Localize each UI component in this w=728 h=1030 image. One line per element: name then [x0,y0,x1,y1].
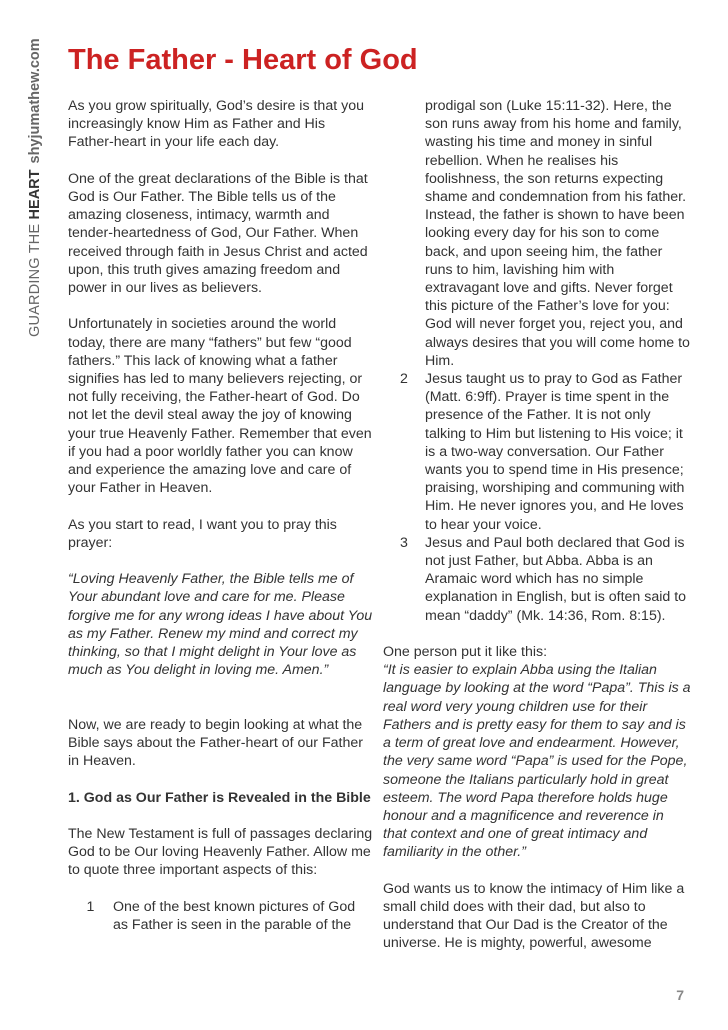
list-text: Jesus taught us to pray to God as Father (Matt. 6:9ff). Prayer is time spent in the presence of the Father. It is not only talking to Him but listening to His voice; it is a two-way conversation. Our Father wants you to spend time in His presence; praising, worshiping and communing with Him. He never ignores you, and He loves to hear your voice. [425,371,685,533]
sidebar-thin-text: GUARDING THE [27,219,43,337]
abba-quote: “It is easier to explain Abba using the Italian language by looking at the word “Papa”. This is a real word very young children use for their Fathers and is pretty easy for them to say and is a term of great love and endearment. However, the very same word “Papa” is used for the Pope, someone the Italians particularly hold in great esteem. The word Papa therefore holds huge honour and a magnificence and reverence in that context and one of great intimacy and familiarity in the other.” [383,662,691,861]
sidebar-bold-text: HEART [27,169,43,220]
sidebar-website: shyjumathew.com [27,38,43,164]
list-item [383,370,691,534]
section-heading: 1. God as Our Father is Revealed in the Bible [68,789,371,806]
page-number: 7 [676,987,684,1003]
prayer-quote: “Loving Heavenly Father, the Bible tells me of Your abundant love and care for me. Please forgive me for any wrong ideas I have about You as my Father. Renew my mind and correct my thinking, so that I might delight in Your love as much as You delight in loving me. Amen.” [68,571,373,679]
list-item [68,898,374,934]
paragraph: The New Testament is full of passages declaring God to be Our loving Heavenly Father. Allow me to quote three important aspects of this: [68,826,373,879]
sidebar-branding [28,38,43,337]
page-title: The Father - Heart of God [68,44,418,76]
list-item [383,534,691,625]
list-number: 2 [400,371,408,388]
paragraph: One person put it like this: [383,644,548,661]
paragraph: As you grow spiritually, God’s desire is that you increasingly know Him as Father and His Father-heart in your life each day. [68,98,364,151]
list-text: Jesus and Paul both declared that God is not just Father, but Abba. Abba is an Aramaic word which has no simple explanation in English, but is often said to mean “daddy” (Mk. 14:36, Rom. 8:15). [425,534,687,624]
paragraph: One of the great declarations of the Bible is that God is Our Father. The Bible tells us of the amazing closeness, intimacy, warmth and tender-heartedness of God, Our Father. When received through faith in Jesus Christ and acted upon, this truth gives amazing freedom and power in our lives as believers. [68,170,368,297]
list-text: One of the best known pictures of God as Father is seen in the parable of the [113,898,356,934]
paragraph: As you start to read, I want you to pray this prayer: [68,516,337,551]
list-text: prodigal son (Luke 15:11-32). Here, the son runs away from his home and family, wasting his time and money in sinful rebellion. When he realises his foolishness, the son returns expecting shame and condemnation from his father. Instead, the father is shown to have been looking every day for his son to come back, and upon seeing him, the father runs to him, lavishing him with extravagant love and gifts. Never forget this picture of the Father’s love for you: God will never forget you, reject you, and always desires that you will come home to Him. [425,98,690,369]
list-number: 1 [86,898,95,915]
left-column [68,97,374,934]
paragraph: Unfortunately in societies around the world today, there are many “fathers” but few “good fathers.” This lack of knowing what a father signifies has led to many believers rejecting, or not fully receiving, the Father-heart of God. Do not let the devil steal away the joy of knowing your true Heavenly Father. Remember that even if you had a poor worldly father you can know and experience the amazing love and care of your Father in Heaven. [68,316,372,497]
paragraph: God wants us to know the intimacy of Him like a small child does with their dad, but also to understand that Our Dad is the Creator of the universe. He is mighty, powerful, awesome [383,880,685,952]
list-number: 3 [400,534,408,551]
right-column [383,97,691,971]
paragraph: Now, we are ready to begin looking at what the Bible says about the Father-heart of our Father in Heaven. [68,716,363,770]
list-item-continued [383,97,691,370]
